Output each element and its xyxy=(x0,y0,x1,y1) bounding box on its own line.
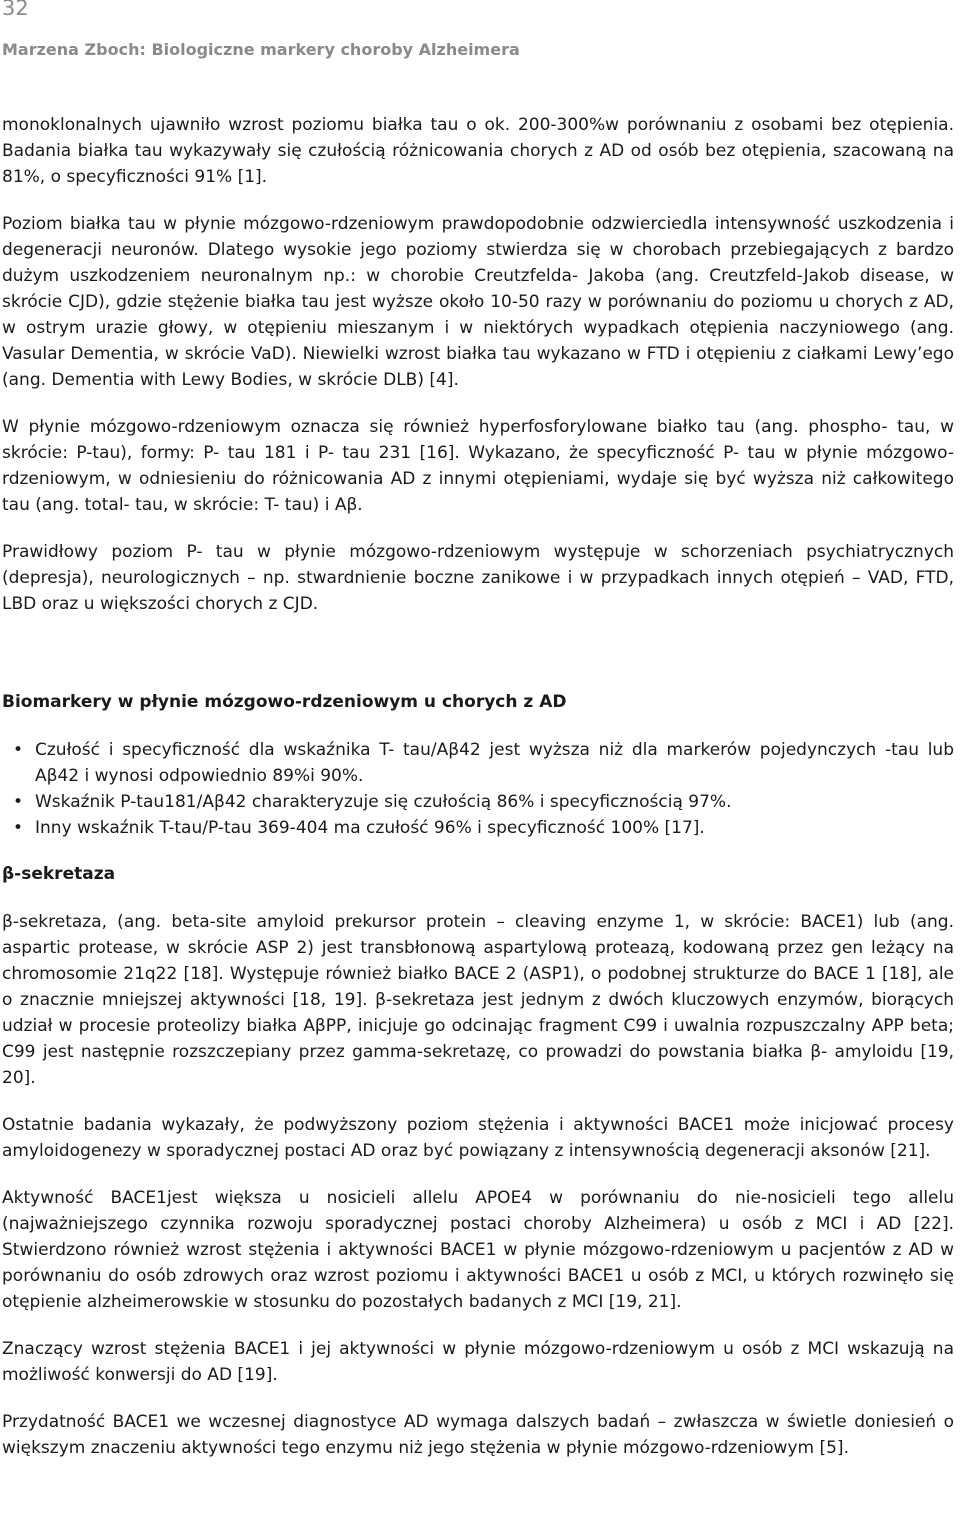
list-item xyxy=(2,815,954,841)
paragraph-tau-results: monoklonalnych ujawniło wzrost poziomu białka tau o ok. 200-300%w porównaniu z osobami bez otępienia. Badania białka tau wykazywały się czułością różnicowania chorych z AD od osób bez otępienia, szacowaną na 81%, o specyficzności 91% [1]. xyxy=(2,115,954,187)
article-body xyxy=(2,112,954,1482)
paragraph-bace1-definition: β-sekretaza, (ang. beta-site amyloid prekursor protein – cleaving enzyme 1, w skrócie: BACE1) lub (ang. aspartic protease, w skrócie ASP 2) jest transbłonową aspartylową proteazą, kodowaną przez gen leżący na chromosomie 21q22 [18]. Występuje również białko BACE 2 (ASP1), o podobnej strukturze do BACE 1 [18], ale o znacznie mniejszej aktywności [18, 19]. β-sekretaza jest jednym z dwóch kluczowych enzymów, biorących udział w procesie proteolizy białka AβPP, inicjuje go odcinając fragment C99 i uwalnia rozpuszczalny APP beta; C99 jest następnie rozszczepiany przez gamma-sekretazę, co prowadzi do powstania białka β- amyloidu [19, 20]. xyxy=(2,912,954,1088)
section-heading-beta-secretase: β-sekretaza xyxy=(2,864,116,884)
running-header xyxy=(2,40,520,59)
bullet-icon: • xyxy=(13,740,24,760)
header-title: Biologiczne markery choroby Alzheimera xyxy=(151,40,520,59)
list-item-text: Inny wskaźnik T-tau/P-tau 369-404 ma czułość 96% i specyficzność 100% [17]. xyxy=(35,818,705,838)
page-number: 32 xyxy=(2,0,29,20)
list-item xyxy=(2,789,954,815)
bullet-icon: • xyxy=(13,792,24,812)
paragraph-phospho-tau: W płynie mózgowo-rdzeniowym oznacza się również hyperfosforylowane białko tau (ang. phospho- tau, w skrócie: P-tau), formy: P- tau 181 i P- tau 231 [16]. Wykazano, że specyficzność P- tau w płynie mózgowo- rdzeniowym, w odniesieniu do różnicowania AD z innymi otępieniami, wydaje się być wyższa niż całkowitego tau (ang. total- tau, w skrócie: T- tau) i Aβ. xyxy=(2,417,954,515)
paragraph-normal-ptau: Prawidłowy poziom P- tau w płynie mózgowo-rdzeniowym występuje w schorzeniach psychiatrycznych (depresja), neurologicznych – np. stwardnienie boczne zanikowe i w przypadkach innych otępień – VAD, FTD, LBD oraz u większości chorych z CJD. xyxy=(2,542,954,614)
paragraph-bace1-apoe4: Aktywność BACE1jest większa u nosicieli allelu APOE4 w porównaniu do nie-nosicieli tego allelu (najważniejszego czynnika rozwoju sporadycznej postaci choroby Alzheimera) u osób z MCI i AD [22]. Stwierdzono również wzrost stężenia i aktywności BACE1 w płynie mózgowo-rdzeniowym u pacjentów z AD w porównaniu do osób zdrowych oraz wzrost poziomu i aktywności BACE1 u osób z MCI, u których rozwinęło się otępienie alzheimerowskie w stosunku do pozostałych badanych z MCI [19, 21]. xyxy=(2,1188,954,1312)
list-item xyxy=(2,737,954,789)
section-heading-biomarkers: Biomarkery w płynie mózgowo-rdzeniowym u chorych z AD xyxy=(2,692,567,712)
list-item-text: Czułość i specyficzność dla wskaźnika T- tau/Aβ42 jest wyższa niż dla markerów pojedynczych -tau lub Aβ42 i wynosi odpowiednio 89%i 90%. xyxy=(35,740,954,786)
paragraph-bace1-recent: Ostatnie badania wykazały, że podwyższony poziom stężenia i aktywności BACE1 może inicjować procesy amyloidogenezy w sporadycznej postaci AD oraz być powiązany z intensywnością degeneracji aksonów [21]. xyxy=(2,1115,954,1161)
paragraph-bace1-diagnostics: Przydatność BACE1 we wczesnej diagnostyce AD wymaga dalszych badań – zwłaszcza w świetle doniesień o większym znaczeniu aktywności tego enzymu niż jego stężenia w płynie mózgowo-rdzeniowym [5]. xyxy=(2,1412,954,1458)
paragraph-tau-level: Poziom białka tau w płynie mózgowo-rdzeniowym prawdopodobnie odzwierciedla intensywność uszkodzenia i degeneracji neuronów. Dlatego wysokie jego poziomy stwierdza się w chorobach przebiegających z bardzo dużym uszkodzeniem neuronalnym np.: w chorobie Creutzfelda- Jakoba (ang. Creutzfeld-Jakob disease, w skrócie CJD), gdzie stężenie białka tau jest wyższe około 10-50 razy w porównaniu do poziomu u chorych z AD, w ostrym urazie głowy, w otępieniu mieszanym i w niektórych wypadkach otępienia naczyniowego (ang. Vasular Dementia, w skrócie VaD). Niewielki wzrost białka tau wykazano w FTD i otępieniu z ciałkami Lewy’ego (ang. Dementia with Lewy Bodies, w skrócie DLB) [4]. xyxy=(2,214,954,390)
biomarker-list xyxy=(2,737,954,841)
header-author: Marzena Zboch: xyxy=(2,40,146,59)
paragraph-bace1-mci: Znaczący wzrost stężenia BACE1 i jej aktywności w płynie mózgowo-rdzeniowym u osób z MCI wskazują na możliwość konwersji do AD [19]. xyxy=(2,1339,954,1385)
list-item-text: Wskaźnik P-tau181/Aβ42 charakteryzuje się czułością 86% i specyficznością 97%. xyxy=(35,792,732,812)
bullet-icon: • xyxy=(13,818,24,838)
